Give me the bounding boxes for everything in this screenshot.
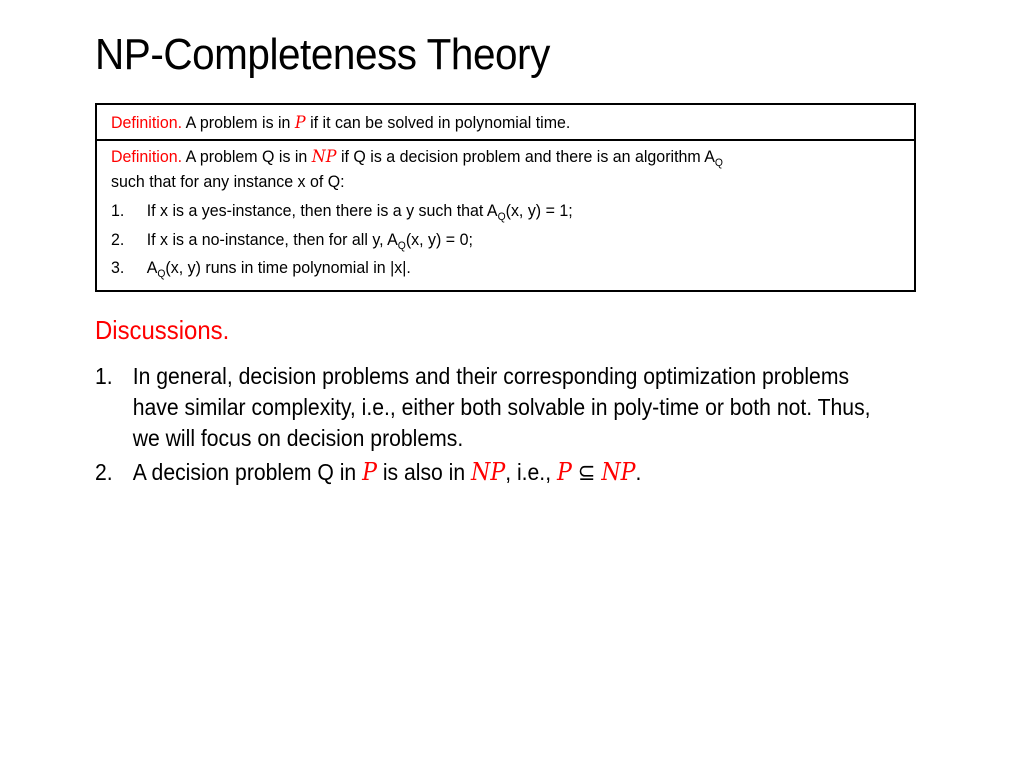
discussion-item-2: 2. A decision problem Q in P is also in NP, i.e., P ⊆ NP.: [95, 457, 886, 488]
definition-np-box: [95, 139, 916, 292]
class-np-symbol: NP: [471, 458, 506, 486]
subscript-q: Q: [714, 157, 723, 169]
definition-label: Definition.: [111, 147, 183, 166]
discussion-item-2-text: A decision problem Q in P is also in NP, i.e., P ⊆ NP.: [132, 458, 642, 486]
class-np-symbol: NP: [311, 147, 337, 167]
definition-pre: A problem Q is in: [185, 147, 308, 166]
discussions-heading: Discussions.: [95, 315, 230, 345]
definition-p-text: [111, 113, 570, 133]
condition-item: 1. If x is a yes-instance, then there is a y such that $A_Q(x$, y) = 1;: [111, 201, 573, 223]
definition-np-line2: such that for any instance x of Q:: [111, 172, 345, 191]
definition-pre: A problem is in: [185, 113, 291, 132]
discussion-item-1: 1. In general, decision problems and their corresponding optimization problems have similar complexity, i.e., either both solvable in poly-time or both not. Thus, we will focus on decision problems.: [95, 361, 886, 454]
class-np-symbol: NP: [601, 458, 636, 486]
class-p-symbol: P: [294, 113, 306, 133]
definition-p-box: [95, 103, 916, 141]
discussion-item-1-text: In general, decision problems and their corresponding optimization problems have similar complexity, i.e., either both solvable in poly-time or both not. Thus, we will focus on decision problems.: [132, 363, 871, 451]
class-p-symbol: P: [362, 458, 377, 486]
definition-post: if it can be solved in polynomial time.: [310, 113, 571, 132]
definition-post: if Q is a decision problem and there is an algorithm A: [340, 147, 715, 166]
condition-item: 3. $A_Q(x$, y) runs in time polynomial in |x|.: [111, 258, 411, 280]
subset-symbol: ⊆: [577, 459, 596, 485]
definition-label: Definition.: [111, 113, 183, 132]
definition-np-line1: [111, 147, 723, 169]
class-p-symbol: P: [556, 458, 572, 486]
condition-item: 2. If x is a no-instance, then for all y, $A_Q(x$, y) = 0;: [111, 230, 473, 252]
slide-title: NP-Completeness Theory: [95, 30, 550, 79]
